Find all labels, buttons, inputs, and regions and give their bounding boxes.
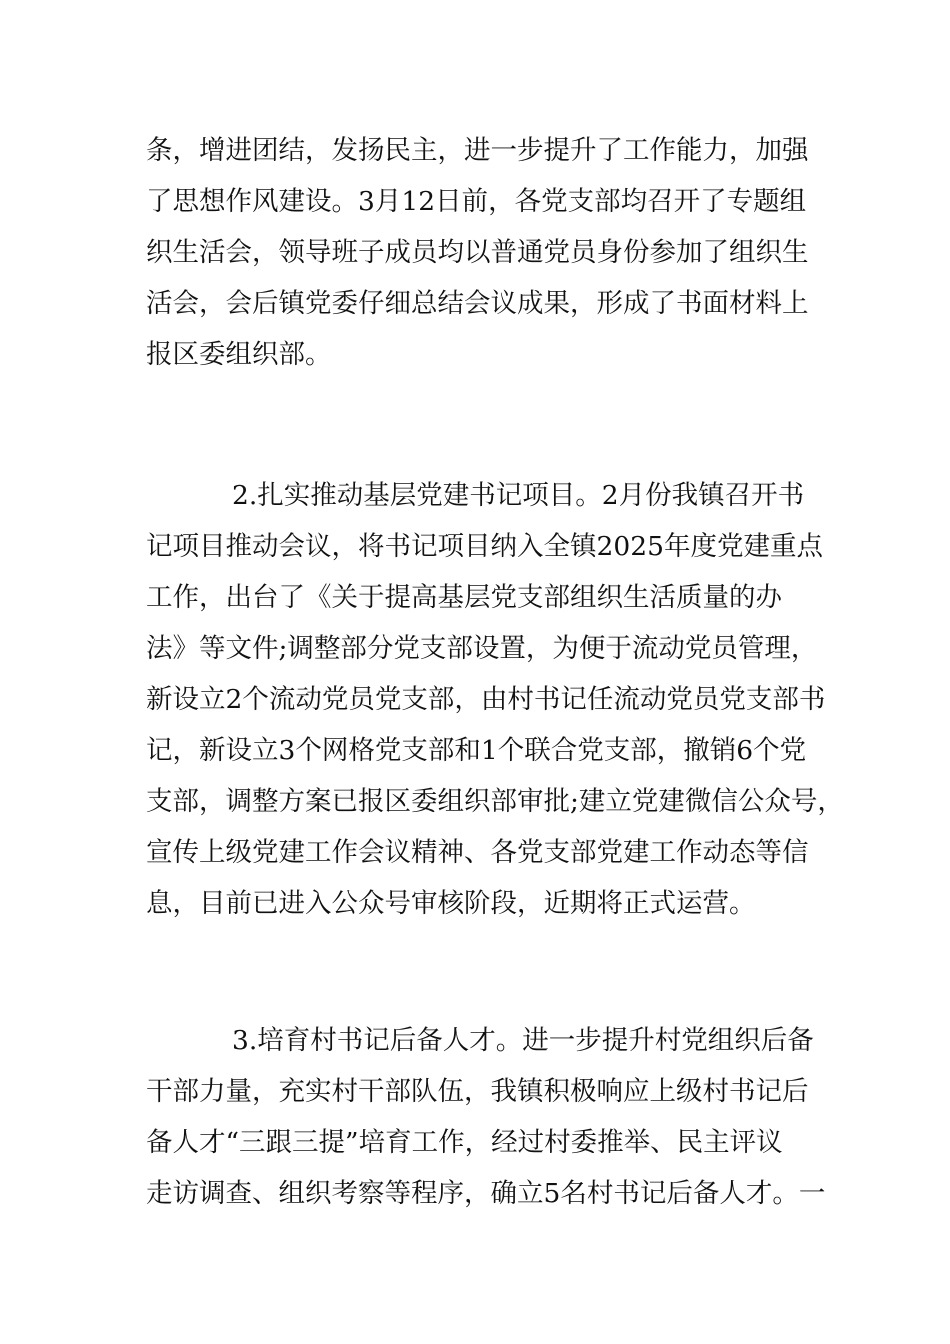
text-line: 记项目推动会议，将书记项目纳入全镇2025年度党建重点 [146, 531, 823, 562]
paragraph-continuation [146, 125, 826, 380]
text-line: 条，增进团结，发扬民主，进一步提升了工作能力，加强 [146, 135, 809, 166]
paragraph-secretary-project [146, 470, 844, 929]
text-line: 织生活会，领导班子成员均以普通党员身份参加了组织生 [146, 237, 809, 268]
text-line: 息，目前已进入公众号审核阶段，近期将正式运营。 [146, 888, 756, 919]
text-line: 新设立2个流动党员党支部，由村书记任流动党员党支部书 [146, 684, 826, 715]
text-line: 备人才“三跟三提”培育工作，经过村委推举、民主评议 [146, 1127, 783, 1158]
text-line: 报区委组织部。 [146, 339, 332, 370]
paragraph-reserve-talent [146, 1015, 826, 1219]
text-line: 记，新设立3个网格党支部和1个联合党支部，撤销6个党 [146, 735, 807, 766]
text-line: 干部力量，充实村干部队伍，我镇积极响应上级村书记后 [146, 1076, 809, 1107]
text-line: 3.培育村书记后备人才。进一步提升村党组织后备 [232, 1025, 814, 1056]
text-line: 了思想作风建设。3月12日前，各党支部均召开了专题组 [146, 186, 807, 217]
text-line: 工作，出台了《关于提高基层党支部组织生活质量的办 [146, 582, 782, 613]
text-line: 法》等文件;调整部分党支部设置，为便于流动党员管理， [146, 633, 818, 664]
text-line: 走访调查、组织考察等程序，确立5名村书记后备人才。一 [146, 1178, 826, 1209]
text-line: 活会，会后镇党委仔细总结会议成果，形成了书面材料上 [146, 288, 809, 319]
text-line: 支部，调整方案已报区委组织部审批;建立党建微信公众号， [146, 786, 844, 817]
text-line: 宣传上级党建工作会议精神、各党支部党建工作动态等信 [146, 837, 809, 868]
text-line: 2.扎实推动基层党建书记项目。2月份我镇召开书 [232, 480, 805, 511]
